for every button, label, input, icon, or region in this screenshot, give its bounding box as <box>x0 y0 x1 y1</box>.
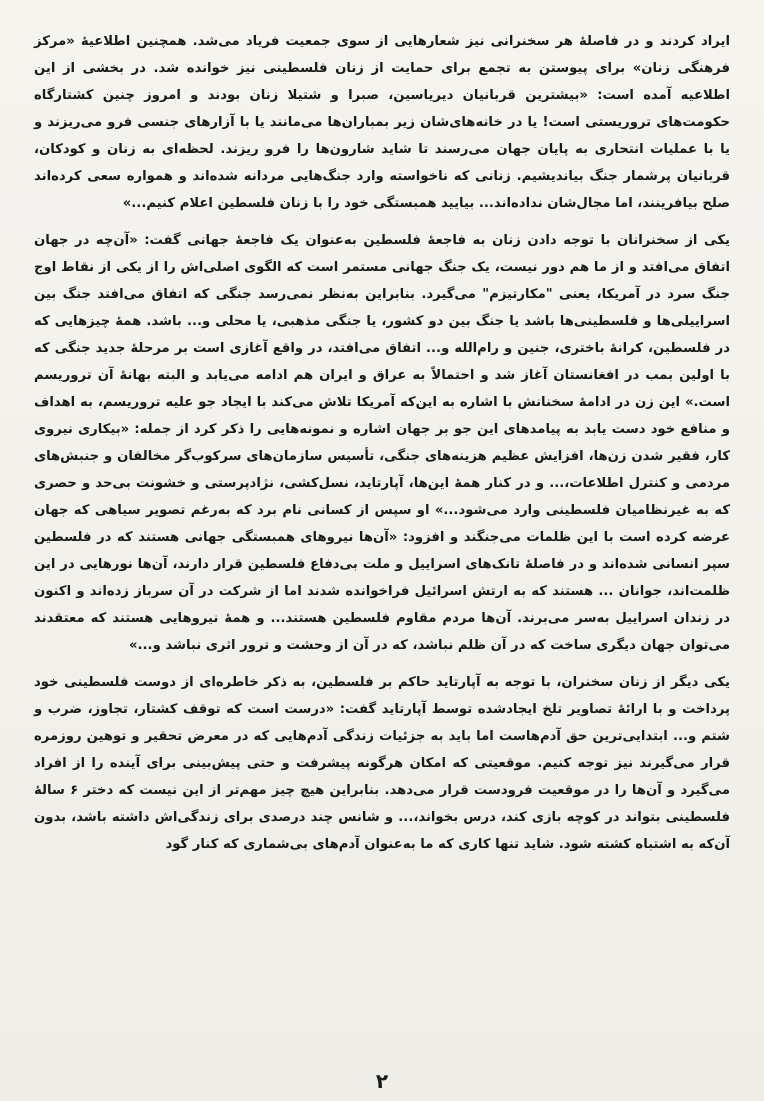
page-number: ۲ <box>375 1069 389 1093</box>
paragraph-1: ایراد کردند و در فاصلهٔ هر سخنرانی نیز شعارهایی از سوی جمعیت فریاد می‌شد. همچنین اطلاعیهٔ «مرکز فرهنگی زنان» برای پیوستن به تجمع برای حمایت از زنان فلسطینی نیز خوانده شد. در بخشی از این اطلاعیه آمده است: «بیشترین قربانیان دیریاسین، صبرا و شتیلا زنان بودند و امروز چنین کشتارگاه حکومت‌های تروریستی است! یا در خانه‌های‌شان زیر بمباران‌ها می‌مانند یا با آزارهای جنسی فرو می‌ریزند و یا با عملیات انتحاری به پایان جهان می‌رسند تا شاید شارون‌ها را فرو ریزند. لحظه‌ای به زنان و کودکان، قربانیان پرشمار جنگ بیاندیشیم. زنانی که ناخواسته وارد جنگ‌هایی مردانه شده‌اند و همواره سعی کرده‌اند صلح بیافرینند، اما مجال‌شان نداده‌اند... بیایید همبستگی خود را با زنان فلسطین اعلام کنیم...» <box>34 34 730 211</box>
paragraph-3: یکی دیگر از زنان سخنران، با توجه به آپارتاید حاکم بر فلسطین، به ذکر خاطره‌ای از دوست فلسطینی خود پرداخت و با ارائهٔ تصاویر تلخ ایجادشده توسط آپارتاید گفت: «درست است که توقف کشتار، تجاوز، ضرب و شتم و... ابتدایی‌ترین حق آدم‌هاست اما باید به جزئیات زندگی آدم‌هایی که در معرض تحقیر و توهین روزمره قرار می‌گیرند نیز توجه کنیم. موقعیتی که امکان هرگونه پیشرفت و حتی پیش‌بینی برای آینده را از افراد می‌گیرد و آن‌ها را در موقعیت فرودست قرار می‌دهد. بنابراین هیچ چیز مهم‌تر از این نیست که دختر ۶ سالهٔ فلسطینی بتواند در کوچه بازی کند، درس بخواند،... و شانس چند درصدی برای زندگی‌اش داشته باشد، بدون آن‌که به اشتباه کشته شود. شاید تنها کاری که ما به‌عنوان آدم‌های بی‌شماری که کنار گود <box>34 675 730 852</box>
paragraph-2: یکی از سخنرانان با توجه دادن زنان به فاجعهٔ فلسطین به‌عنوان یک فاجعهٔ جهانی گفت: «آن‌چه در جهان اتفاق می‌افتد و از ما هم دور نیست، یک جنگ جهانی مستمر است که الگوی اصلی‌اش را از یکی از نقاط اوج جنگ سرد در آمریکا، یعنی "مکارتیزم" می‌گیرد. بنابراین به‌نظر نمی‌رسد جنگی که اتفاق می‌افتد جنگ بین اسراییلی‌ها و فلسطینی‌ها باشد یا جنگ بین دو کشور، یا جنگی مذهبی، یا محلی و... باشد. همهٔ چیزهایی که در فلسطین، کرانهٔ باختری، جنین و رام‌الله و... اتفاق می‌افتد، در واقع آغازی است بر مرحلهٔ جدید جنگی که با اولین بمب در افغانستان آغاز شد و احتمالاً به عراق و ایران هم ادامه می‌یابد و البته بهانهٔ آن تروریسم است.» این زن در ادامهٔ سخنانش با اشاره به این‌که آمریکا تلاش می‌کند با ایجاد جو علیه تروریسم، به اهداف و منافع خود دست یابد به پیامدهای این جو بر جهان اشاره و نمونه‌هایی را ذکر کرد از جمله: «بیکاری نیروی کار، فقیر شدن زن‌ها، افزایش عظیم هزینه‌های جنگی، تأسیس سازمان‌های سرکوب‌گر مخالفان و جنبش‌های مردمی و کنترل اطلاعات،... و در کنار همهٔ این‌ها، آپارتاید، نسل‌کشی، نژادپرستی و خشونت بی‌حد و حصری که به غیرنظامیان فلسطینی وارد می‌شود...» او سپس از کسانی نام برد که به‌رغم تصویر سیاهی که جهان عرضه کرده است با این ظلمات می‌جنگند و افزود: «آن‌ها نیروهای همبستگی جهانی هستند که در فلسطین سپر انسانی شده‌اند و در فاصلهٔ تانک‌های اسراییل و ملت بی‌دفاع فلسطین قرار دارند، آن‌ها نورهایی در این ظلمت‌اند، جوانان ... هستند که به ارتش اسرائیل فراخوانده شدند اما از شرکت در آن سرباز زده‌اند و اکنون در زندان اسراییل به‌سر می‌برند. آن‌ها مردم مقاوم فلسطین هستند... و همهٔ نیروهایی هستند که معتقدند می‌توان جهان دیگری ساخت که در آن ظلم نباشد، که در آن از وحشت و ترور اثری نباشد و...» <box>34 233 730 653</box>
body-text <box>34 28 730 858</box>
